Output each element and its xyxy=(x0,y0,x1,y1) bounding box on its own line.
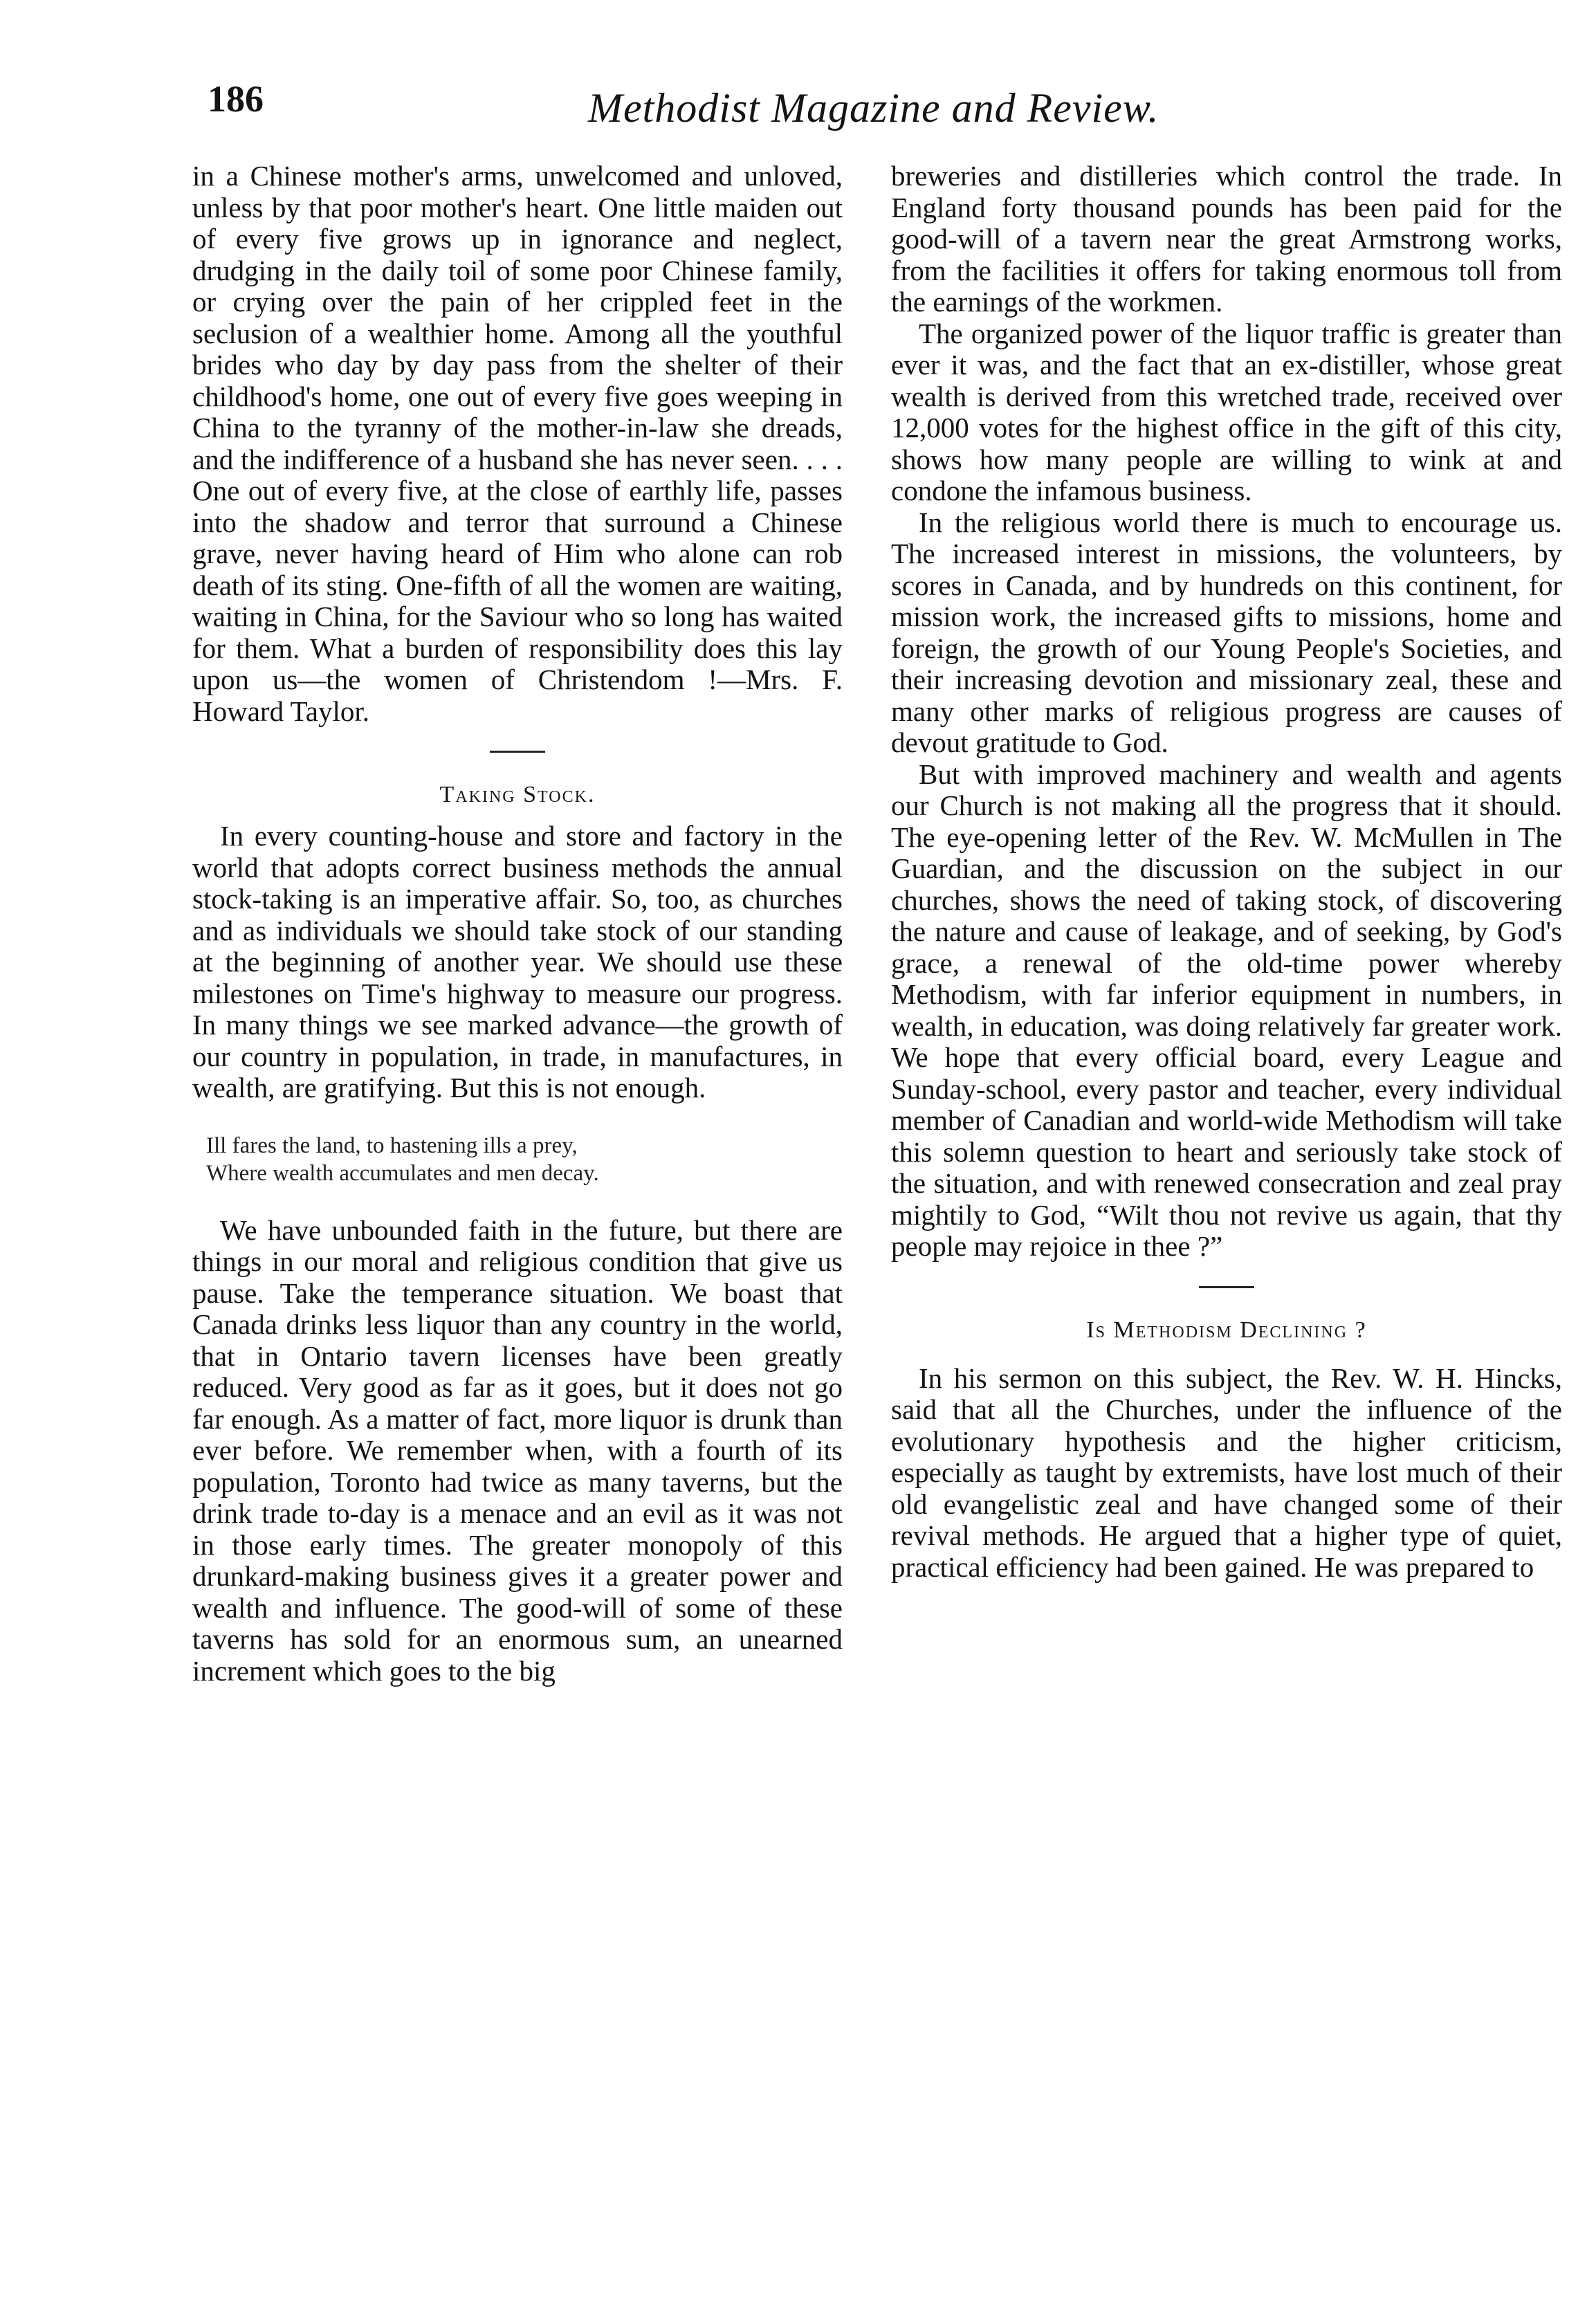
verse-quotation xyxy=(206,1132,843,1187)
paragraph-chinese-women: in a Chinese mother's arms, unwelcomed and unloved, unless by that poor mother's heart. One little maiden out of every five grows up in ignorance and neglect, drudging in the daily toil of some poor Chinese family, or crying over the pain of her crippled feet in the seclusion of a wealthier home. Among all the youthful brides who day by day pass from the shelter of their childhood's home, one out of every five goes weeping in China to the tyranny of the mother-in-law she dreads, and the indifference of a husband she has never seen. . . . One out of every five, at the close of earthly life, passes into the shadow and terror that surround a Chinese grave, never having heard of Him who alone can rob death of its sting. One-fifth of all the women are waiting, waiting in China, for the Saviour who so long has waited for them. What a burden of responsibility does this lay upon us—the women of Christendom !—Mrs. F. Howard Taylor. xyxy=(192,160,843,727)
page-number: 186 xyxy=(208,78,264,120)
section-divider xyxy=(1199,1286,1254,1288)
paragraph-church-progress: But with improved machinery and wealth and agents our Church is not making all the progress that it should. The eye-opening letter of the Rev. W. McMullen in The Guardian, and the discussion on the subject in our churches, shows the need of taking stock, of discovering the nature and cause of leakage, and of seeking, by God's grace, a renewal of the old-time power whereby Methodism, with far inferior equipment in numbers, in wealth, in education, was doing relatively far greater work. We hope that every official board, every League and Sunday-school, every pastor and teacher, every individual member of Canadian and world-wide Methodism will take this solemn question to heart and seriously take stock of the situation, and with renewed consecration and zeal pray mightily to God, “Wilt thou not revive us again, that thy people may rejoice in thee ?” xyxy=(891,758,1562,1262)
paragraph-temperance: We have unbounded faith in the future, but there are things in our moral and religious condition that give us pause. Take the temperance situation. We boast that Canada drinks less liquor than any country in the world, that in Ontario tavern licenses have been greatly reduced. Very good as far as it goes, but it does not go far enough. As a matter of fact, more liquor is drunk than ever before. We remember when, with a fourth of its population, Toronto had twice as many taverns, but the drink trade to-day is a menace and an evil as it was not in those early times. The greater monopoly of this drunkard-making business gives it a greater power and wealth and influence. The good-will of some of these taverns has sold for an enormous sum, an unearned increment which goes to the big xyxy=(192,1213,843,1687)
verse-line: Where wealth accumulates and men decay. xyxy=(206,1160,599,1186)
paragraph-stock-taking: In every counting-house and store and factory in the world that adopts correct business methods the annual stock-taking is an imperative affair. So, too, as churches and as individuals we should take stock of our standing at the beginning of another year. We should use these milestones on Time's highway to measure our progress. In many things we see marked advance—the growth of our country in population, in trade, in manufactures, in wealth, are gratifying. But this is not enough. xyxy=(192,820,843,1103)
paragraph-hincks-sermon: In his sermon on this subject, the Rev. W. H. Hincks, said that all the Churches, under the influence of the evolutionary hypothesis and the higher criticism, especially as taught by extremists, have lost much of their old evangelistic zeal and have changed some of their revival methods. He argued that a higher type of quiet, practical efficiency had been gained. He was prepared to xyxy=(891,1362,1562,1583)
section-heading-taking-stock: Taking Stock. xyxy=(439,782,596,807)
paragraph-religious-world: In the religious world there is much to encourage us. The increased interest in missions, the volunteers, by scores in Canada, and by hundreds on this continent, for mission work, the increased gifts to missions, home and foreign, the growth of our Young People's Societies, and their increasing devotion and missionary zeal, these and many other marks of religious progress are causes of devout gratitude to God. xyxy=(891,506,1562,758)
running-title: Methodist Magazine and Review. xyxy=(588,85,1159,131)
verse-line: Ill fares the land, to hastening ills a prey, xyxy=(206,1133,578,1158)
section-heading-methodism-declining: Is Methodism Declining ? xyxy=(1086,1317,1367,1343)
section-divider xyxy=(490,751,545,753)
right-column xyxy=(891,161,1562,1583)
paragraph-liquor-traffic: The organized power of the liquor traffic is greater than ever it was, and the fact that an ex-distiller, whose great wealth is derived from this wretched trade, received over 12,000 votes for the highest office in the gift of this city, shows how many people are willing to wink at and condone the infamous business. xyxy=(891,317,1562,506)
paragraph-breweries: breweries and distilleries which control the trade. In England forty thousand pounds has been paid for the good-will of a tavern near the great Armstrong works, from the facilities it offers for taking enormous toll from the earnings of the workmen. xyxy=(891,160,1562,318)
left-column xyxy=(192,161,843,1687)
